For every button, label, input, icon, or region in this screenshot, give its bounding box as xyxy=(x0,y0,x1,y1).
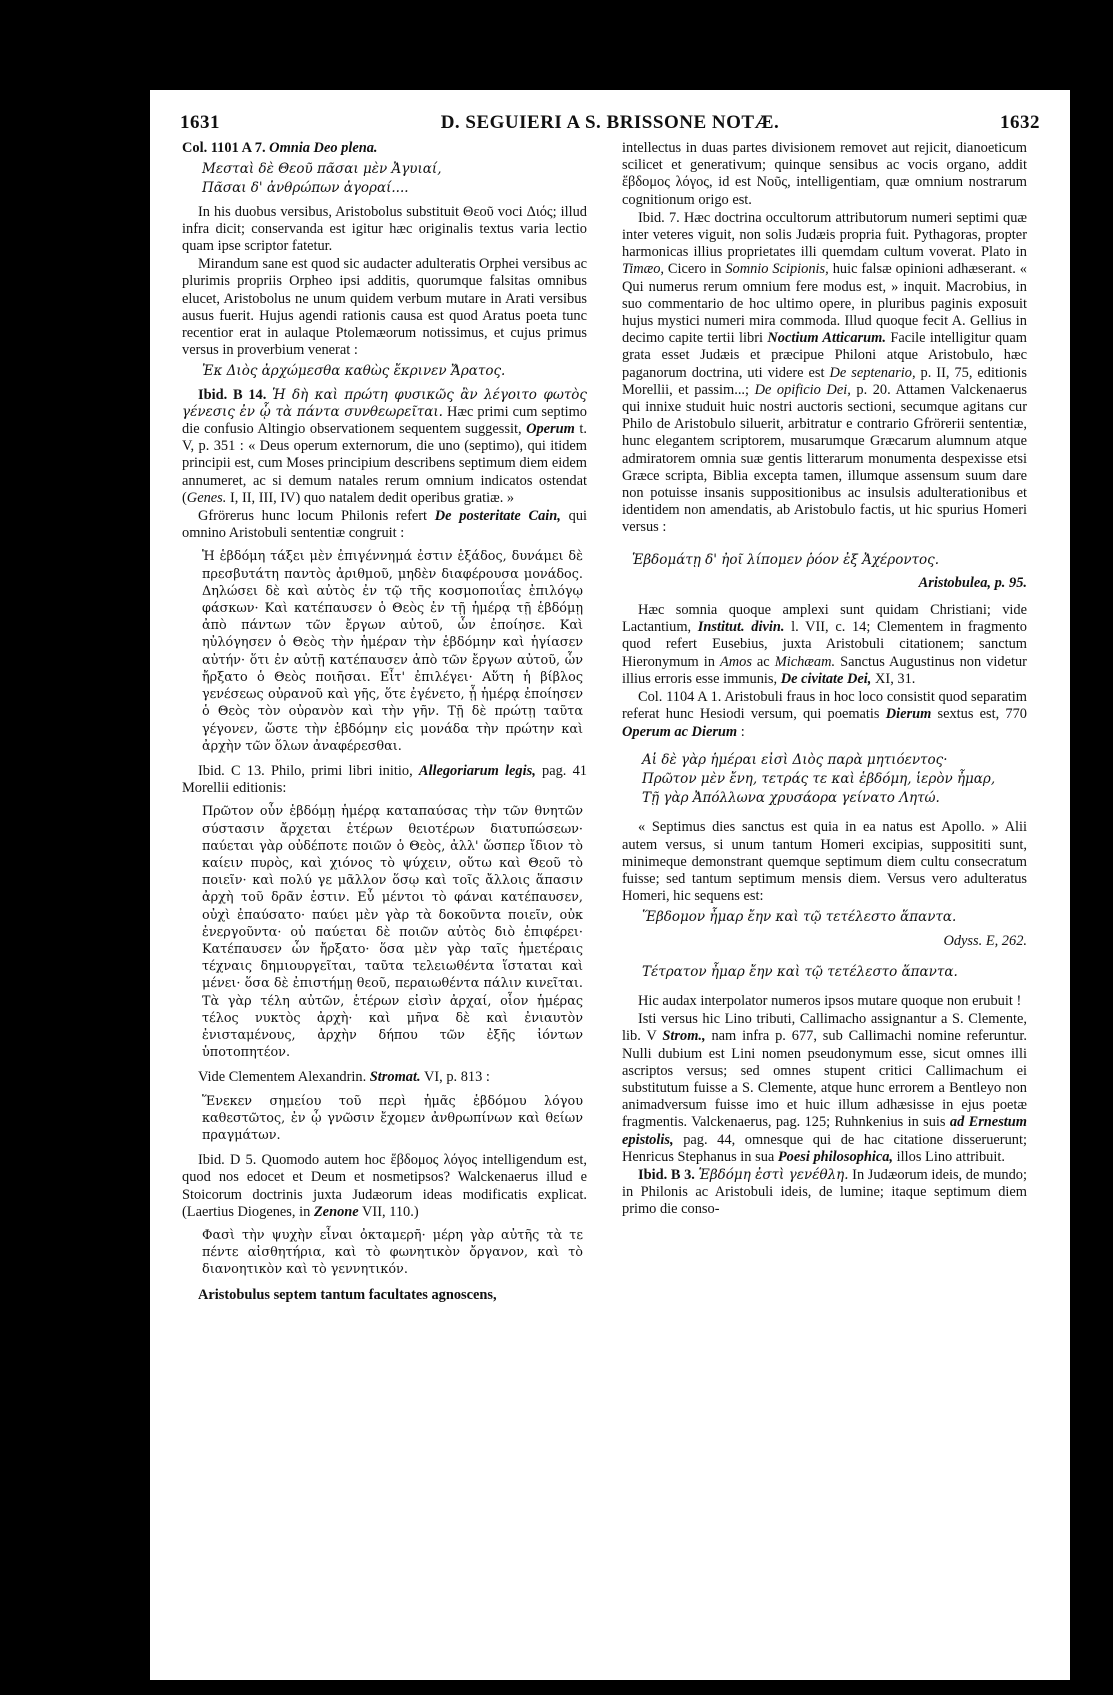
paragraph: Gfrörerus hunc locum Philonis refert De posteritate Cain, qui omnino Aristobuli sententiæ congruit : xyxy=(182,508,588,542)
greek-verse: Τῇ γὰρ Ἀπόλλωνα χρυσάορα γείνατο Λητώ. xyxy=(642,790,940,807)
paragraph: Col. 1104 A 1. Aristobuli fraus in hoc loco consistit quod separatim referat hunc Hesiodi versum, qui poematis Dierum sextus est, 770 Operum ac Dierum : xyxy=(622,689,1027,740)
greek-quotation: Φασὶ τὴν ψυχὴν εἶναι ὀκταμερῆ· μέρη γὰρ αὐτῆς τὰ τε πέντε αἰσθητήρια, καὶ τὸ φωνητικὸν ὄργανον, καὶ τὸ διανοητικὸν καὶ τὸ γεννητικόν. xyxy=(202,1227,583,1278)
greek-quotation: Ἡ ἑβδόμη τάξει μὲν ἐπιγέννημά ἐστιν ἑξάδος, δυνάμει δὲ πρεσβυτάτη παντὸς ἀριθμοῦ, μηδὲν διαφέρουσα μονάδος. Δηλώσει δὲ καὶ αὐτὸς ἐν τῷ τῆς κοσμοποιΐας ἐπιλόγῳ φάσκων· Καὶ κατέπαυσεν ὁ Θεὸς ἐν τῇ ἡμέρᾳ τῇ ἑβδόμῃ ἀπὸ πάντων τῶν ἔργων αὐτοῦ, ὧν ἐποίησε. Καὶ ηὐλόγησεν ὁ Θεὸς τὴν ἡμέραν τὴν ἑβδόμην καὶ ἡγίασεν αὐτήν· ὅτι ἐν αὐτῇ κατέπαυσεν ἀπὸ τῶν ἔργων αὐτοῦ, ὧν ἤρξατο ὁ Θεὸς ποιῆσαι. Εἶτ' ἐπιλέγει· Αὕτη ἡ βίβλος γενέσεως οὐρανοῦ καὶ γῆς, ὅτε ἐγένετο, ᾗ ἡμέρᾳ ἐποίησεν ὁ Θεὸς τὸν οὐρανὸν καὶ τὴν γῆν. Τῇ δὲ πρώτῃ ταῦτα γέγονεν, ὥστε τὴν ἑβδόμην εἰς μονάδα τὴν πρώτην καὶ ἀρχὴν τῶν ὅλων ἀναφέρεσθαι. xyxy=(202,549,583,754)
greek-verse: Ἑβδομάτῃ δ' ἠοῖ λίπομεν ῥόον ἐξ Ἀχέροντος. xyxy=(632,551,940,568)
paragraph: Aristobulus septem tantum facultates agnoscens, xyxy=(198,1286,497,1303)
paragraph: Ibid. B 3. Ἑβδόμη ἐστὶ γενέθλη. In Judæorum ideis, de mundo; in Philonis ac Aristobuli ideis, de lumine; itaque septimum diem primo die conso- xyxy=(622,1166,1027,1218)
citation: Aristobulea, p. 95. xyxy=(918,574,1027,591)
greek-verse: Πᾶσαι δ' ἀνθρώπων ἀγοραί.... xyxy=(202,180,409,197)
page-number-right: 1632 xyxy=(1000,112,1040,133)
page-number-left: 1631 xyxy=(180,112,220,133)
greek-quotation: Πρῶτον οὖν ἑβδόμῃ ἡμέρᾳ καταπαύσας τὴν τῶν θνητῶν σύστασιν ἄρχεται ἑτέρων θειοτέρων διατυπώσεων· παύεται γὰρ οὐδέποτε ποιῶν ὁ Θεὸς, ἀλλ' ὥσπερ ἴδιον τὸ καίειν πυρὸς, καὶ χιόνος τὸ ψύχειν, οὕτω καὶ Θεοῦ τὸ ποιεῖν· καὶ πολύ γε μᾶλλον ὅσῳ καὶ τοῖς ἄλλοις ἅπασιν ἀρχὴ τοῦ δρᾶν ἐστιν. Εὖ μέντοι τὸ φάναι κατέπαυσεν, οὐχὶ ἐπαύσατο· παύει μὲν γὰρ τὰ δοκοῦντα ποιεῖν, οὐκ ἐνεργοῦντα· οὐ παύεται δὲ ποιῶν αὐτὸς διὸ ἐπιφέρει· Κατέπαυσεν ὧν ἤρξατο· ὅσα μὲν γὰρ ταῖς ἡμετέραις τέχναις δημιουργεῖται, ταῦτα τελειωθέντα ἵσταται καὶ μένει· ὅσα δὲ ἐπιστήμῃ θεοῦ, περαιωθέντα πάλιν κινεῖται. Τὰ γὰρ τέλη αὐτῶν, ἑτέρων εἰσὶν ἀρχαί, οἷον ἡμέρας τέλος νυκτὸς ἀρχὴ· καὶ μῆνα δὲ καὶ ἐνιαυτὸν ἐνισταμένους, ἀρχὴν δήπου τῶν ἐξῆς ἰόντων ὑποτοπητέον. xyxy=(202,804,583,1061)
paragraph: « Septimus dies sanctus est quia in ea natus est Apollo. » Alii autem versus, si unum tantum Homeri excipias, supposititi sunt, minimeque demonstrant quemque septimum diem cultu consecratum fuisse; sed tantum septimum mensis diem. Versus vero adulteratus Homeri, hic sequens est: xyxy=(622,819,1027,905)
paragraph: Ibid. B 14. Ἡ δὴ καὶ πρώτη φυσικῶς ἂν λέγοιτο φωτὸς γένεσις ἐν ᾧ τὰ πάντα συνθεωρεῖται. Hæc primi cum septimo die confusio Altingio observationem sequentem suggessit, Operum t. V, p. 351 : « Deus operum externorum, die uno (septimo), qui itidem principii est, cum Moses principium describens septimum diem eidem annumeret, ac si demum natales rerum omnium indicatos ostendat (Genes. I, II, III, IV) quo natalem dedit operibus gratiæ. » xyxy=(182,386,587,506)
greek-verse: Τέτρατον ἦμαρ ἔην καὶ τῷ τετέλεστο ἅπαντα. xyxy=(642,963,958,980)
right-column xyxy=(622,140,1027,1220)
greek-verse: Πρῶτον μὲν ἔνη, τετράς τε καὶ ἑβδόμη, ἱερὸν ἦμαρ, xyxy=(642,770,996,787)
paragraph: Ibid. 7. Hæc doctrina occultorum attributorum numeri septimi quæ inter veteres viguit, non solis Judæis propria fuit. Pythagoras, propter harmonicas illius proprietates illi quemdam cultum voverat. Plato in Timæo, Cicero in Somnio Scipionis, huic falsæ opinioni adhæserant. « Qui numerus rerum omnium fere modus est, » inquit. Macrobius, in suo commentario de hoc ultimo opere, in pluribus paginis exposuit hujus mystici numeri mira commoda. Illud quoque fecit A. Gellius in decimo capite tertii libri Noctium Atticarum. Facile intelligitur quam grata esset Judæis et præcipue Philoni atque Aristobulo, hæc paganorum doctrina, uti videre est De septenario, p. II, 75, editionis Morellii, et passim...; De opificio Dei, p. 20. Attamen Valckenaerus qui innixe studuit huic nostri auctoris sectioni, secumque agitans cur Philo de Aristobulo siluerit, arbitratur e contrario Gfrörerii sententiæ, hunc elegantem scriptorem, musarumque Græcarum alumnum atque admiratorem omnia suæ gentis litterarum monumenta despexisse etsi Græce scripta, Biblia excepta tamen, illumque assensum suum dare non potuisse insanis suppositionibus ac insulsis adulterationibus et identidem non amendatis, ab Aristobulo factis, ut hic spurius Homeri versus : xyxy=(622,209,1028,536)
paragraph: Isti versus hic Lino tributi, Callimacho assignantur a S. Clemente, lib. V Strom., nam infra p. 677, sub Callimachi nomine referuntur. Nulli dubium est Lini nomen pseudonymum esse, sicut omnes illi ascriptos versus; sed omnes stupent critici Callimachum ei substitutum fuisse a S. Clemente, atque hunc errorem a Bentleyo non animadversum fuisse imo et huic illum adhæsisse in ejus poetæ fragmentis. Valckenaerus, pag. 125; Ruhnkenius in suis ad Ernestum epistolis, pag. 44, omnesque qui de hac citatione disseruerunt; Henricus Stephanus in sua Poesi philosophica, illos Lino attribuit. xyxy=(622,1011,1027,1165)
paragraph: Vide Clementem Alexandrin. Stromat. VI, p. 813 : xyxy=(198,1069,490,1086)
greek-verse: Αἱ δὲ γὰρ ἡμέραι εἰσὶ Διὸς παρὰ μητιόεντος· xyxy=(642,751,948,768)
greek-verse: Μεσταὶ δὲ Θεοῦ πᾶσαι μὲν Ἀγυιαί, xyxy=(202,161,442,178)
paragraph: intellectus in duas partes divisionem removet aut rejicit, dianoeticum scilicet et generativum; quinque sensibus ac vocis organo, addit ἕβδομος λόγος, id est Νοῦς, intelligentiam, quæ omnium nostrarum cognitionum origo est. xyxy=(622,140,1027,208)
left-column xyxy=(182,140,587,1305)
paragraph: In his duobus versibus, Aristobolus substituit Θεοῦ voci Διός; illud infra dicit; conservanda est igitur hæc originalis textus varia lectio quam ipse scriptor fatetur. xyxy=(182,203,587,255)
paragraph: Ibid. C 13. Philo, primi libri initio, Allegoriarum legis, pag. 41 Morellii editionis: xyxy=(182,762,587,797)
greek-verse: Ἐκ Διὸς ἀρχώμεσθα καθὼς ἔκρινεν Ἄρατος. xyxy=(202,363,506,380)
paragraph: Ibid. D 5. Quomodo autem hoc ἕβδομος λόγος intelligendum est, quod nos edocet et Deum et nosmetipsos? Walckenaerus illud e Stoicorum doctrinis juxta Judæorum ideas modificatis explicat. (Laertius Diogenes, in Zenone VII, 110.) xyxy=(182,1152,587,1220)
citation: Odyss. E, 262. xyxy=(943,932,1027,949)
greek-quotation: Ἕνεκεν σημείου τοῦ περὶ ἡμᾶς ἑβδόμου λόγου καθεστῶτος, ἐν ᾧ γνῶσιν ἔχομεν ἀνθρωπίνων καὶ θείων πραγμάτων. xyxy=(202,1093,583,1143)
running-header xyxy=(180,112,1040,138)
book-page xyxy=(150,90,1070,1680)
paragraph: Mirandum sane est quod sic audacter adulteratis Orphei versibus ac plurimis propriis Orpheo ipsi additis, quorumque falsitas omnibus elucet, Aristobolus ne unum quidem verbum mutare in Arati versibus ausus fuerit. Hujus agendi rationis causa est quod Aratus poeta tunc recentior erat in aulaque Ptolemæorum notissimus, et cujus primus versus in proverbium venerat : xyxy=(182,256,587,359)
paragraph: Hæc somnia quoque amplexi sunt quidam Christiani; vide Lactantium, Institut. divin. l. VII, c. 14; Clementem in fragmento quod refert Eusebius, juxta Aristobuli citationem; sanctum Hieronymum in Amos ac Michæam. Sanctus Augustinus non videtur illius erroris esse immunis, De civitate Dei, XI, 31. xyxy=(622,602,1027,687)
note-heading: Col. 1101 A 7. Omnia Deo plena. xyxy=(182,140,378,156)
greek-verse: Ἕβδομον ἦμαρ ἔην καὶ τῷ τετέλεστο ἅπαντα. xyxy=(642,909,957,926)
paragraph: Hic audax interpolator numeros ipsos mutare quoque non erubuit ! xyxy=(638,992,1022,1009)
running-title: D. SEGUIERI A S. BRISSONE NOTÆ. xyxy=(440,112,780,133)
